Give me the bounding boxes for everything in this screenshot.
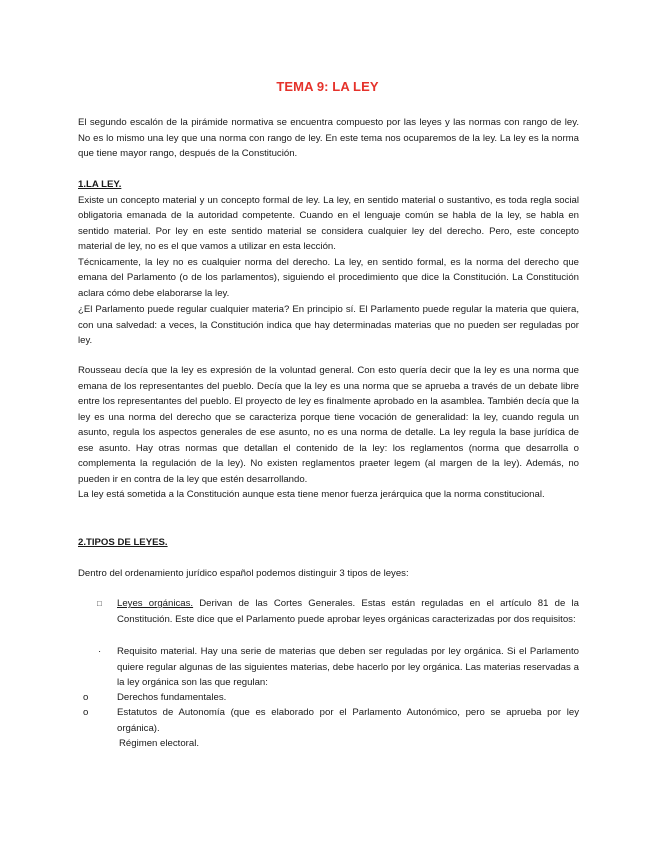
section-1-paragraph-2: Técnicamente, la ley no es cualquier norma del derecho. La ley, en sentido formal, es la norma del derecho que emana del Parlamento (o de los parlamentos), siguiendo el procedimiento que dice la Constitución. La Constitución aclara cómo debe elaborarse la ley.	[78, 256, 579, 299]
section-1-paragraph-4: Rousseau decía que la ley es expresión de la voluntad general. Con esto quería decir que la ley es una norma que emana de los representantes del pueblo. Decía que la ley es una norma que se aprueba a través de un debate libre entre los representantes del pueblo. El proyecto de ley es finalmente aprobado en la asamblea. También decía que la ley es una norma del derecho que se caracteriza porque tiene vocación de generalidad: la ley, cuando regula un asunto, regula los aspectos generales de ese asunto, no es una norma de detalle. La ley regula la base jurídica de ese asunto. Hay otras normas que detallan el contenido de la ley: los reglamentos (norma que desarrolla o complementa la regulación de la ley). No existen reglamentos praeter legem (al margen de la ley). Además, no pueden ir en contra de la ley que estén desarrollando.	[78, 365, 579, 485]
section-2-heading: 2.TIPOS DE LEYES.	[78, 537, 168, 548]
section-1-heading: 1.LA LEY.	[78, 179, 122, 190]
list-item-text: Derivan de las Cortes Generales. Estas están reguladas en el artículo 81 de la Constitución. Este dice que el Parlamento puede aprobar leyes orgánicas caracterizadas por dos requisitos:	[117, 598, 579, 625]
sub-item-estatutos: Estatutos de Autonomía (que es elaborado por el Parlamento Autonómico, pero se aprueba por ley orgánica).	[117, 707, 579, 734]
section-2-intro: Dentro del ordenamiento jurídico español podemos distinguir 3 tipos de leyes:	[78, 568, 409, 579]
list-item-requisito-material: Requisito material. Hay una serie de materias que deben ser reguladas por ley orgánica. Si el Parlamento quiere regular algunas de las siguientes materias, debe hacerlo por ley orgánica. Las materias reservadas a la ley orgánica son las que regulan:	[117, 646, 579, 688]
section-1-question	[78, 302, 579, 349]
section-1-rousseau	[78, 363, 579, 503]
section-1-paragraph-5: La ley está sometida a la Constitución aunque esta tiene menor fuerza jerárquica que la norma constitucional.	[78, 489, 545, 500]
section-1-paragraph-1: Existe un concepto material y un concepto formal de ley. La ley, en sentido material o sustantivo, es toda regla social obligatoria emanada de la autoridad competente. Cuando en el lenguaje común se habla de la ley, se habla en sentido material. Por ley en este sentido material se considera cualquier ley del derecho. Pero, este concepto material de ley, no es el que vamos a utilizar en esta lección.	[78, 194, 579, 252]
list-item-leyes-organicas	[117, 596, 579, 627]
circle-bullet-icon: o	[83, 707, 89, 718]
page-title: TEMA 9: LA LEY	[276, 79, 379, 94]
intro-block	[78, 115, 579, 162]
section-2	[78, 535, 579, 551]
section-2-intro-block	[78, 566, 579, 582]
sub-item-regimen: Régimen electoral.	[119, 738, 199, 749]
missing-glyph-bullet-icon: □	[97, 599, 102, 608]
dot-bullet-icon: ·	[98, 646, 102, 657]
section-1	[78, 177, 579, 301]
section-1-paragraph-3: ¿El Parlamento puede regular cualquier materia? En principio sí. El Parlamento puede regular la materia que quiera, con una salvedad: a veces, la Constitución indica que hay determinadas materias que no pueden ser reguladas por ley.	[78, 304, 579, 346]
circle-bullet-icon: o	[83, 692, 89, 703]
intro-paragraph: El segundo escalón de la pirámide normativa se encuentra compuesto por las leyes y las normas con rango de ley. No es lo mismo una ley que una norma con rango de ley. En este tema nos ocuparemos de la ley. La ley es la norma que tiene mayor rango, después de la Constitución.	[78, 117, 579, 159]
list-item-label: Leyes orgánicas.	[117, 598, 194, 609]
sub-item-derechos: Derechos fundamentales.	[117, 692, 227, 703]
